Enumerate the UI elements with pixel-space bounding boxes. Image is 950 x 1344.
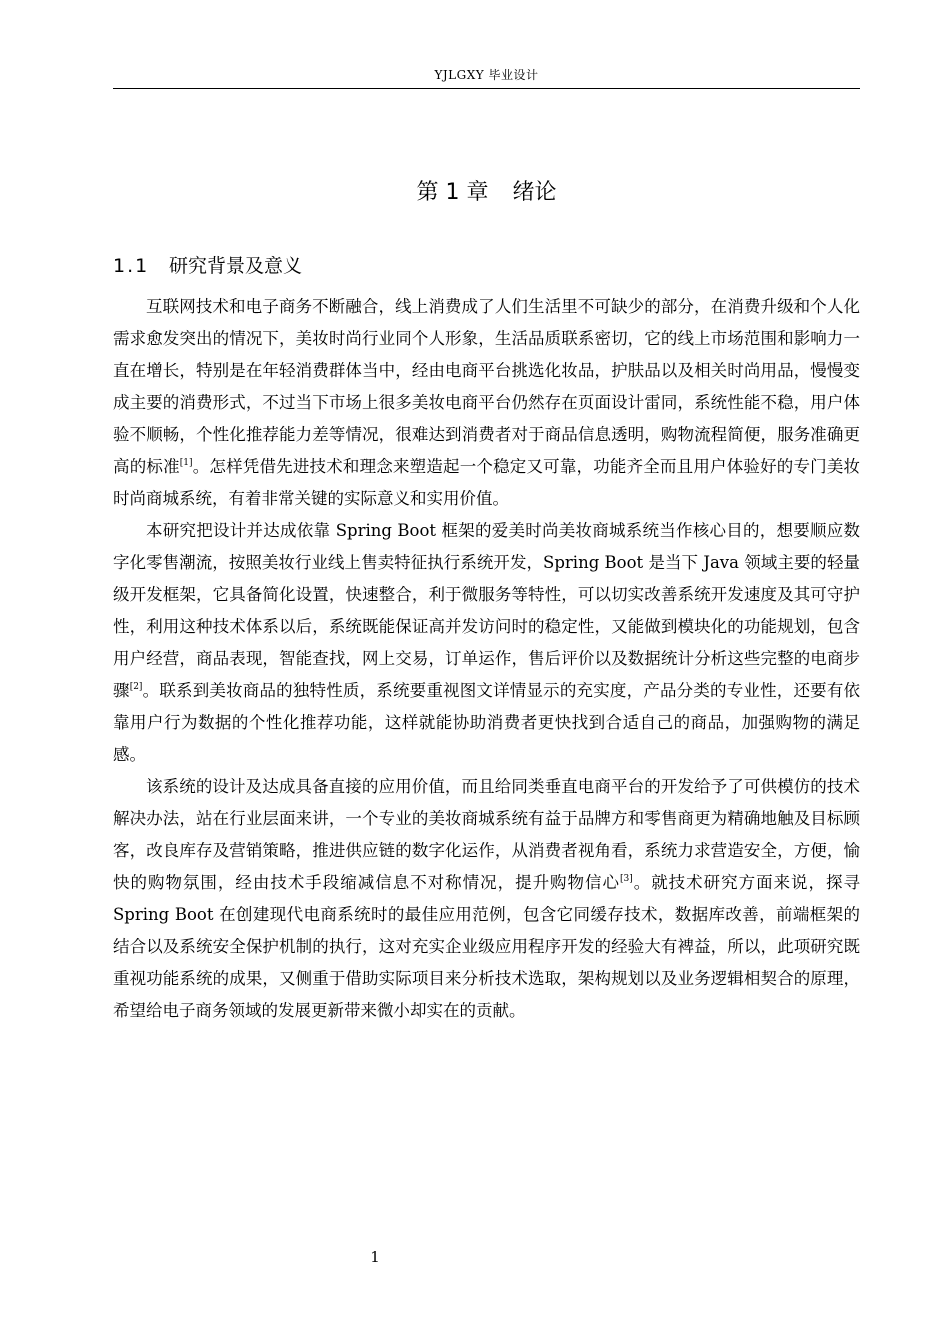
paragraph-3-text-b: 。就技术研究方面来说，探寻 Spring Boot 在创建现代电商系统时的最佳应用范例，包含它同缓存技术，数据库改善，前端框架的结合以及系统安全保护机制的执行，这对充实企业级应用程序开发的经验大有裨益，所以，此项研究既重视功能系统的成果，又侧重于借助实际项目来分析技术选取，架构规划以及业务逻辑相契合的原理，希望给电子商务领域的发展更新带来微小却实在的贡献。 [113, 873, 861, 1020]
citation-1: [1] [179, 458, 193, 468]
paragraph-1 [113, 291, 860, 515]
chapter-title [113, 175, 860, 211]
citation-2: [2] [129, 682, 143, 692]
paragraph-1-text-b: 。怎样凭借先进技术和理念来塑造起一个稳定又可靠，功能齐全而且用户体验好的专门美妆时尚商城系统，有着非常关键的实际意义和实用价值。 [113, 457, 860, 508]
paragraph-1-text-a: 互联网技术和电子商务不断融合，线上消费成了人们生活里不可缺少的部分，在消费升级和个人化需求愈发突出的情况下，美妆时尚行业同个人形象，生活品质联系密切，它的线上市场范围和影响力一直在增长，特别是在年轻消费群体当中，经由电商平台挑选化妆品，护肤品以及相关时尚用品，慢慢变成主要的消费形式，不过当下市场上很多美妆电商平台仍然存在页面设计雷同，系统性能不稳，用户体验不顺畅，个性化推荐能力差等情况，很难达到消费者对于商品信息透明，购物流程简便，服务准确更高的标准 [113, 297, 860, 476]
body-text [113, 291, 860, 1027]
paragraph-3 [113, 771, 860, 1027]
section-number: 1.1 [113, 255, 150, 277]
running-header [113, 62, 860, 89]
paragraph-2 [113, 515, 860, 771]
paragraph-3-text-a: 该系统的设计及达成具备直接的应用价值，而且给同类垂直电商平台的开发给予了可供模仿的技术解决办法，站在行业层面来讲，一个专业的美妆商城系统有益于品牌方和零售商更为精确地触及目标顾客，改良库存及营销策略，推进供应链的数字化运作，从消费者视角看，系统力求营造安全，方便，愉快的购物氛围，经由技术手段缩减信息不对称情况，提升购物信心 [113, 777, 860, 892]
section-title [113, 251, 860, 281]
page-number: 1 [370, 1248, 380, 1266]
header-title: YJLGXY 毕业设计 [434, 68, 539, 82]
citation-3: [3] [619, 874, 633, 884]
section-name: 研究背景及意义 [169, 255, 303, 277]
chapter-name: 绪论 [512, 180, 557, 205]
chapter-number: 第 1 章 [416, 180, 489, 205]
paragraph-2-text-b: 。联系到美妆商品的独特性质，系统要重视图文详情显示的充实度，产品分类的专业性，还要有依靠用户行为数据的个性化推荐功能，这样就能协助消费者更快找到合适自己的商品，加强购物的满足感。 [113, 681, 860, 764]
paragraph-2-text-a: 本研究把设计并达成依靠 Spring Boot 框架的爱美时尚美妆商城系统当作核心目的，想要顺应数字化零售潮流，按照美妆行业线上售卖特征执行系统开发，Spring Boot 是当下 Java 领域主要的轻量级开发框架，它具备简化设置，快速整合，利于微服务等特性，可以切实改善系统开发速度及其可守护性，利用这种技术体系以后，系统既能保证高并发访问时的稳定性，又能做到模块化的功能规划，包含用户经营，商品表现，智能查找，网上交易，订单运作，售后评价以及数据统计分析这些完整的电商步骤 [113, 521, 860, 700]
